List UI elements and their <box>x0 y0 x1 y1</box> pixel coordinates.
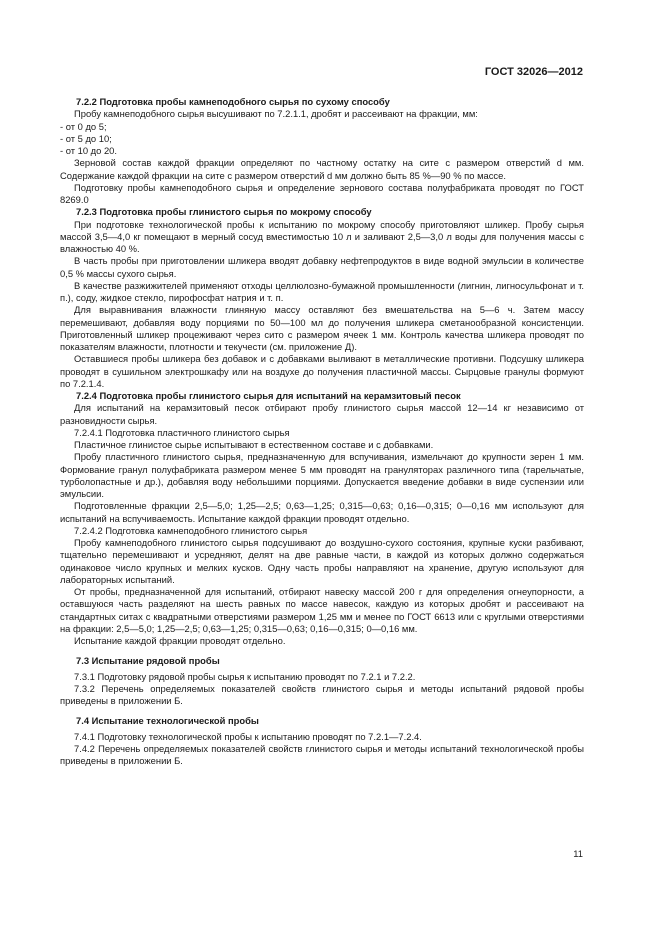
paragraph: В качестве разжижителей применяют отходы целлюлозно-бумажной промышленности (лигнин, лигносульфонат и т. п.), соду, жидкое стекло, пирофосфат натрия и т. п. <box>60 279 584 303</box>
standard-number: ГОСТ 32026—2012 <box>484 66 583 78</box>
subsection-7-2-4-1-title: 7.2.4.1 Подготовка пластичного глинистого сырья <box>74 426 290 438</box>
paragraph: Зерновой состав каждой фракции определяют по частному остатку на сите с размером отверстий d мм. Содержание каждой фракции на сите с размером отверстий d мм должно быть 85 %—90 % по массе. <box>60 157 584 181</box>
paragraph: Испытание каждой фракции проводят отдельно. <box>74 635 286 646</box>
paragraph: Пробу камнеподобного сырья высушивают по 7.2.1.1, дробят и рассеивают на фракции, мм: <box>74 108 478 120</box>
paragraph: Подготовку пробы камнеподобного сырья и определение зернового состава полуфабриката проводят по ГОСТ 8269.0 <box>60 181 584 205</box>
page-number: 11 <box>573 848 583 859</box>
paragraph: 7.4.1 Подготовку технологической пробы к испытанию проводят по 7.2.1—7.2.4. <box>74 730 422 742</box>
paragraph: Оставшиеся пробы шликера без добавок и с добавками выливают в металлические противни. Подсушку шликера проводят в сушильном электрошкафу или на воздухе до получения пластичной массы. Сырцовые гранулы формуют по 7.2.1.4. <box>60 353 584 389</box>
section-7-2-3-title: 7.2.3 Подготовка пробы глинистого сырья по мокрому способу <box>76 206 372 218</box>
paragraph: 7.3.2 Перечень определяемых показателей свойств глинистого сырья и методы испытаний рядовой пробы приведены в приложении Б. <box>60 682 584 706</box>
list-item: - от 0 до 5; <box>60 120 107 132</box>
paragraph: Подготовленные фракции 2,5—5,0; 1,25—2,5; 0,63—1,25; 0,315—0,63; 0,16—0,315; 0—0,16 мм используют для испытаний на вспучиваемость. Испытание каждой фракции проводят отдельно. <box>60 500 584 524</box>
section-7-4-title: 7.4 Испытание технологической пробы <box>76 715 259 727</box>
paragraph: 7.3.1 Подготовку рядовой пробы сырья к испытанию проводят по 7.2.1 и 7.2.2. <box>74 670 416 682</box>
paragraph: Пробу пластичного глинистого сырья, предназначенную для вспучивания, измельчают до крупности зерен 1 мм. Формование гранул полуфабриката размером менее 5 мм проводят на грануляторах различного типа (тарельчатые, турболопастные и др.), добавляя воду небольшими порциями. Допускается введение добавки в виде суспензии или эмульсии. <box>60 451 584 499</box>
subsection-7-2-4-2-title: 7.2.4.2 Подготовка камнеподобного глинистого сырья <box>74 524 308 536</box>
paragraph: Для испытаний на керамзитовый песок отбирают пробу глинистого сырья массой 12—14 кг независимо от разновидности сырья. <box>60 402 584 426</box>
list-item: - от 5 до 10; <box>60 132 112 144</box>
paragraph: От пробы, предназначенной для испытаний, отбирают навеску массой 200 г для определения огнеупорности, а оставшуюся часть разделяют на шесть равных по массе навесок, каждую из которых дробят и рассеивают на стандартных ситах с квадратными отверстиями размером 1,25 мм и менее по ГОСТ 6613 или с круглыми отверстиями на фракции: 2,5—5,0; 1,25—2,5; 0,63—1,25; 0,315—0,63; 0,16—0,315; 0—0,16 мм. <box>60 586 584 634</box>
paragraph: Пробу камнеподобного глинистого сырья подсушивают до воздушно-сухого состояния, крупные куски разбивают, тщательно перемешивают и усредняют, делят на две равные части, в каждой из которых должно содержаться одинаковое число крупных и мелких кусков. Одну часть пробы направляют на хранение, другую используют для лабораторных испытаний. <box>60 537 584 585</box>
section-7-2-4-title: 7.2.4 Подготовка пробы глинистого сырья для испытаний на керамзитовый песок <box>76 390 461 401</box>
page-content <box>60 96 584 767</box>
section-7-2-2-title: 7.2.2 Подготовка пробы камнеподобного сырья по сухому способу <box>76 96 390 107</box>
list-item: - от 10 до 20. <box>60 145 117 156</box>
paragraph: В часть пробы при приготовлении шликера вводят добавку нефтепродуктов в виде водной эмульсии в количестве 0,5 % массы сухого сырья. <box>60 255 584 279</box>
section-7-3-title: 7.3 Испытание рядовой пробы <box>76 655 220 667</box>
paragraph: 7.4.2 Перечень определяемых показателей свойств глинистого сырья и методы испытаний технологической пробы приведены в приложении Б. <box>60 742 584 766</box>
paragraph: Пластичное глинистое сырье испытывают в естественном составе и с добавками. <box>74 439 434 450</box>
paragraph: Для выравнивания влажности глиняную массу оставляют без вмешательства на 5—6 ч. Затем массу перемешивают, добавляя воду порциями по 50—100 мл до получения шликера сметанообразной консистенции. Приготовленный шликер процеживают через сито с размером ячеек 1 мм. Контроль качества шликера проводят по показателям влажности, плотности и текучести (см. приложение Д). <box>60 304 584 352</box>
paragraph: При подготовке технологической пробы к испытанию по мокрому способу приготовляют шликер. Пробу сырья массой 3,5—4,0 кг помещают в мерный сосуд вместимостью 10 л и заливают 2,5—3,0 л воды для получения массы с влажностью 40 %. <box>60 218 584 254</box>
